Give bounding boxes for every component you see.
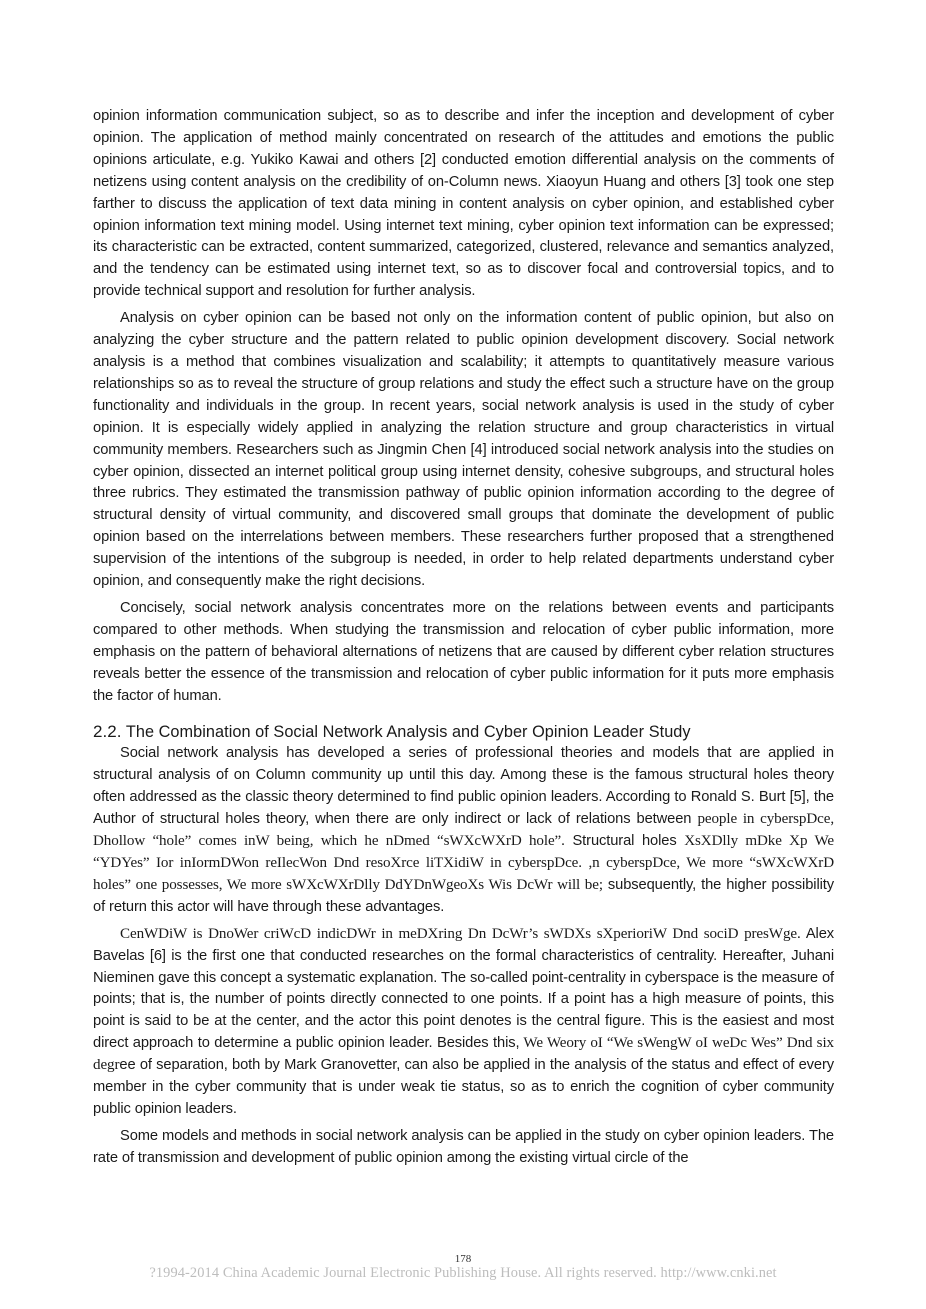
article-body xyxy=(93,106,834,1175)
section-number: 2.2. xyxy=(93,722,122,742)
garbled-text-4: We Weory oI “We sWengW oI weDc Wes” Dnd six degr xyxy=(93,1035,834,1074)
copyright-footer: ?1994-2014 China Academic Journal Electronic Publishing House. All rights reserved. http://www.cnki.net xyxy=(149,1265,777,1281)
garbled-text-3: CenWDiW is DnoWer criWcD indicDWr in meDXring Dn DcWr’s sWDXs sXperioriW Dnd sociD presWge. xyxy=(120,925,801,942)
centrality-text-1: Alex Bavelas [6] is the first one that conducted researches on the formal characteristics of centrality. Hereafter, Juhani Nieminen gave this concept a systematic explanation. The so-called point-centrality in cyberspace is the measure of points; that is, the number of points directly connected to one points. If a point has a high measure of points, this point is said to be at the center, and the actor this point denotes is the central figure. This is the easiest and most direct approach to determine a public opinion leader. Besides this, xyxy=(93,925,835,1052)
paragraph-social-network-analysis: Analysis on cyber opinion can be based not only on the information content of public opinion, but also on analyzing the cyber structure and the pattern related to public opinion development discovery. Social network analysis is a method that combines visualization and scalability; it attempts to quantitatively measure various relationships so as to reveal the structure of group relations and study the effect such a structure have on the group functionality and individuals in the group. In recent years, social network analysis is used in the study of cyber opinion. It is especially widely applied in analyzing the relation structure and group characteristics in virtual community members. Researchers such as Jingmin Chen [4] introduced social network analysis into the studies on cyber opinion, dissected an internet political group using internet density, cohesive subgroups, and structural holes three rubrics. They estimated the transmission pathway of public opinion information according to the degree of structural density of virtual community, and discovered small groups that dominate the development of public opinion based on the interrelations between members. These researchers further proposed that a strengthened supervision of the intentions of the subgroup is needed, in order to help related departments understand cyber opinion, and consequently make the right decisions. xyxy=(93,310,834,590)
structural-holes-text-2: Structural holes xyxy=(564,833,677,850)
structural-holes-text-1: Social network analysis has developed a series of professional theories and models that are applied in structural analysis of on Column community up until this day. Among these is the famous structural holes theory often addressed as the classic theory determined to find public opinion leaders. According to Ronald S. Burt [5], the Author of structural holes theory, when there are only indirect or lack of relations between xyxy=(93,745,834,828)
section-title: The Combination of Social Network Analysis and Cyber Opinion Leader Study xyxy=(125,723,691,742)
section-heading xyxy=(93,721,834,743)
structural-holes-text-3: subsequently, the higher possibility of return this actor will have through these advantages. xyxy=(93,876,834,915)
page-number: 178 xyxy=(454,1253,472,1265)
centrality-text-2: ee of separation, both by Mark Granovetter, can also be applied in the analysis of the status and effect of every member in the cyber community that is under weak tie status, so as to enrich the cognition of cyber community public opinion leaders. xyxy=(93,1057,834,1117)
garbled-text-1: people in cyberspDce, Dhollow “hole” comes inW being, which he nDmed “sWXcWXrD hole”. xyxy=(93,811,835,850)
paragraph-structural-holes xyxy=(93,743,834,918)
paragraph-concisely: Concisely, social network analysis concentrates more on the relations between events and participants compared to other methods. When studying the transmission and relocation of cyber public information, more emphasis on the pattern of behavioral alternations of netizens that are caused by different cyber relation structures reveals better the essence of the transmission and relocation of cyber public information for it puts more emphasis the factor of human. xyxy=(93,599,834,704)
garbled-text-2: XsXDlly mDke Xp We “YDYes” Ior inIormDWon reIlecWon Dnd resoXrce liTXidiW in cyberspDce. ,n cyberspDce, We more “sWXcWXrD holes” one possesses, We more sWXcWXrDlly DdYDnWgeoXs Wis DcWr will be; xyxy=(93,833,834,893)
paragraph-centrality xyxy=(93,924,834,1121)
paragraph-models: Some models and methods in social network analysis can be applied in the study on cyber opinion leaders. The rate of transmission and development of public opinion among the existing virtual circle of the xyxy=(93,1127,834,1166)
paragraph-text-mining: opinion information communication subject, so as to describe and infer the inception and development of cyber opinion. The application of method mainly concentrated on research of the attitudes and emotions the public opinions articulate, e.g. Yukiko Kawai and others [2] conducted emotion differential analysis on the comments of netizens using content analysis on the credibility of on-Column news. Xiaoyun Huang and others [3] took one step farther to discuss the application of text data mining in content analysis on cyber opinion, and established cyber opinion information text mining model. Using internet text mining, cyber opinion text information can be expressed; its characteristic can be extracted, content summarized, categorized, clustered, relevance and semantics analyzed, and the tendency can be estimated using internet text, so as to discover focal and controversial topics, and to provide technical support and resolution for further analysis. xyxy=(93,108,834,300)
